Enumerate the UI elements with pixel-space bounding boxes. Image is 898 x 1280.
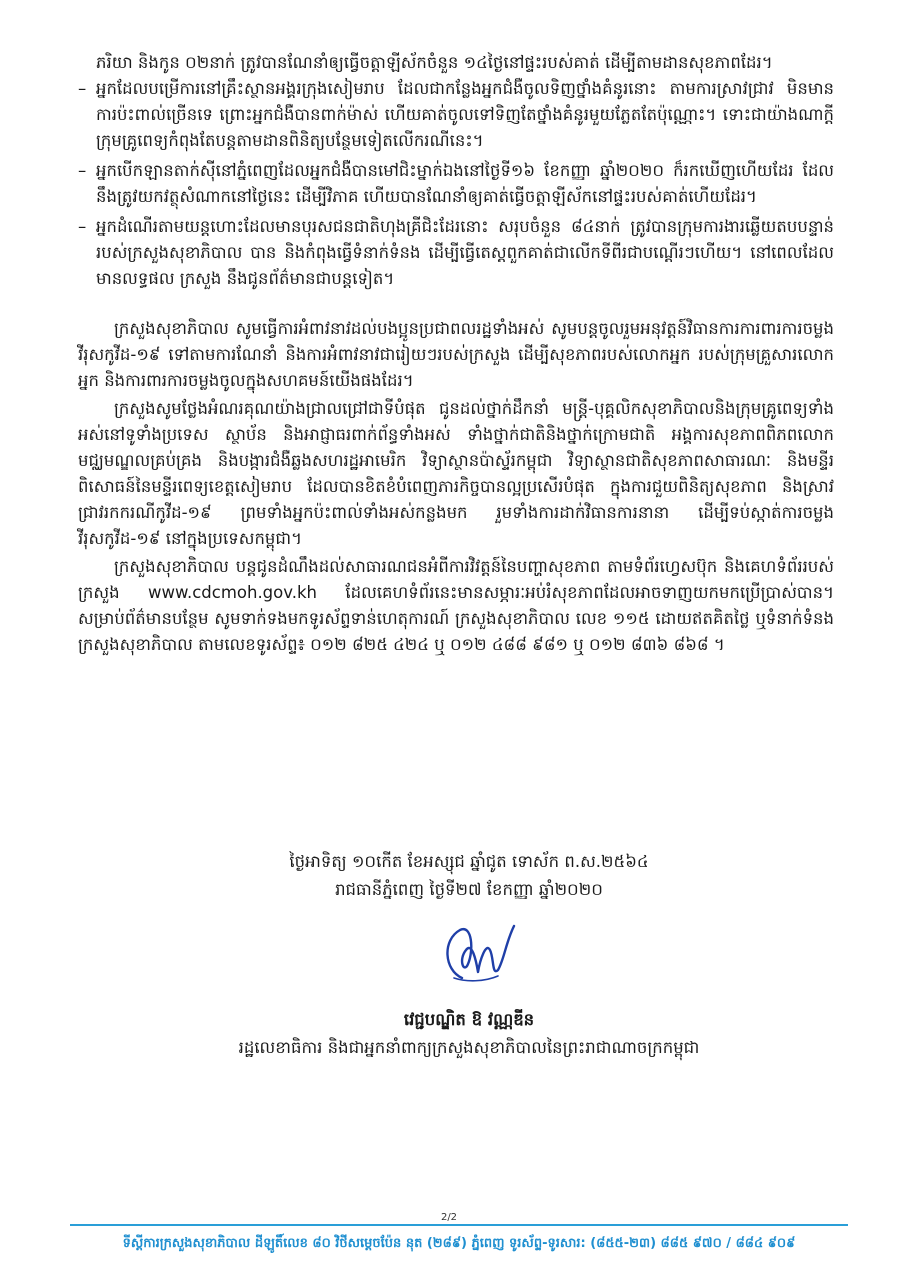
- bullet-continuation: ភរិយា និងកូន ០២នាក់ ត្រូវបានណែនាំឲ្យធ្វើចត្តាឡីស័កចំនួន ១៤ថ្ងៃនៅផ្ទះរបស់គាត់ ដើម្បីតាមដានសុខភាពដែរ។: [96, 53, 773, 72]
- footer-address: ទីស្តីការក្រសួងសុខាភិបាល ដីឡូតិ៍លេខ ៨០ វិថីសម្តេចប៉ែន នុត (២៨៩) ភ្នំពេញ ទូរស័ព្ទ-ទូរសារ: (៨៥៥-២៣) ៨៨៥ ៩៧០ / ៨៨៤ ៩០៩: [122, 1236, 796, 1251]
- signer-title: រដ្ឋលេខាធិការ និងជាអ្នកនាំពាក្យក្រសួងសុខាភិបាលនៃព្រះរាជាណាចក្រកម្ពុជា: [238, 1038, 700, 1057]
- bullet-item: – អ្នកបើកឡានតាក់ស៊ីនៅភ្នំពេញដែលអ្នកជំងឺបានមៅជិះម្នាក់ឯងនៅថ្ងៃទី១៦ ខែកញ្ញា ឆ្នាំ២០២០ ក៏រកឃើញហើយដែរ ដែលនឹងត្រូវយកវត្ថុសំណាកនៅថ្ងៃនេះ ដើម្បីវិភាគ ហើយបានណែនាំឲ្យគាត់ធ្វើចត្តាឡីស័កនៅផ្ទះរបស់គាត់ហើយដែរ។: [78, 158, 834, 210]
- signature-image: [432, 920, 522, 992]
- paragraph-appeal: ក្រសួងសុខាភិបាល សូមធ្វើការអំពាវនាវដល់បងប្អូនប្រជាពលរដ្ឋទាំងអស់ សូមបន្តចូលរួមអនុវត្តន៍វិធានការការពារការចម្លងវីរុសកូវីដ-១៩ ទៅតាមការណែនាំ និងការអំពាវនាវជារៀយៗរបស់ក្រសួង ដើម្បីសុខភាពរបស់លោកអ្នក របស់ក្រុមគ្រួសារលោកអ្នក និងការពារការចម្លងចូលក្នុងសហគមន៍យើងផងដែរ។: [78, 319, 834, 390]
- page-number: 2/2: [440, 1212, 458, 1223]
- date-block: [0, 848, 898, 904]
- letter-body: [78, 50, 834, 658]
- signer-block: [0, 1006, 898, 1062]
- dash-marker: –: [78, 217, 87, 236]
- dash-marker: –: [78, 79, 87, 98]
- paragraph-thanks: ក្រសួងសូមថ្លែងអំណរគុណយ៉ាងជ្រាលជ្រៅជាទីបំផុត ជូនដល់ថ្នាក់ដឹកនាំ មន្ត្រី-បុគ្គលិកសុខាភិបាលនិងក្រុមគ្រូពេទ្យទាំងអស់នៅទូទាំងប្រទេស ស្ថាប័ន និងអាជ្ញាធរពាក់ព័ន្ធទាំងអស់ ទាំងថ្នាក់ជាតិនិងថ្នាក់ក្រោមជាតិ អង្គការសុខភាពពិភពលោក មជ្ឈមណ្ឌលគ្រប់គ្រង និងបង្ការជំងឺឆ្លងសហរដ្ឋអាមេរិក វិទ្យាស្ថានប៉ាស្ទ័រកម្ពុជា វិទ្យាស្ថានជាតិសុខភាពសាធារណៈ និងមន្ទីរពិសោធន៍នៃមន្ទីរពេទ្យខេត្តសៀមរាប ដែលបានខិតខំបំពេញភារកិច្ចបានល្អប្រសើរបំផុត ក្នុងការជួយពិនិត្យសុខភាព និងស្រាវជ្រាវរកករណីកូវីដ-១៩ ព្រមទាំងអ្នកប៉ះពាល់ទាំងអស់កន្លងមក រួមទាំងការដាក់វិធានការនានា ដើម្បីទប់ស្កាត់ការចម្លងវីរុសកូវីដ-១៩ នៅក្នុងប្រទេសកម្ពុជា។: [78, 399, 834, 548]
- bullet-list: [78, 76, 834, 292]
- bullet-item: – អ្នកដែលបម្រើការនៅគ្រឹះស្ថានអង្គរក្រុងសៀមរាប ដែលជាកន្លែងអ្នកជំងឺចូលទិញថ្នាំងគំនូរនោះ តាមការស្រាវជ្រាវ មិនមានការប៉ះពាល់ច្រើនទេ ព្រោះអ្នកជំងឺបានពាក់ម៉ាស់ ហើយគាត់ចូលទៅទិញតែថ្នាំងគំនូរមួយភ្លែតតែប៉ុណ្ណោះ។ ទោះជាយ៉ាងណាក្តី ក្រុមគ្រូពេទ្យកំពុងតែបន្តតាមដានពិនិត្យបន្ថែមទៀតលើករណីនេះ។: [78, 76, 834, 154]
- bullet-item: – អ្នកដំណើរតាមយន្តហោះដែលមានបុរសជនជាតិហុងគ្រីជិះដែរនោះ សរុបចំនួន ៨៤នាក់ ត្រូវបានក្រុមការងារឆ្លើយតបបន្ទាន់របស់ក្រសួងសុខាភិបាល បាន និងកំពុងធ្វើទំនាក់ទំនង ដើម្បីធ្វើតេស្តពួកគាត់ជាលើកទីពីរជាបណ្តើរៗហើយ។ នៅពេលដែលមានលទ្ធផល ក្រសួង នឹងជូនព័ត៌មានជាបន្តទៀត។: [78, 214, 834, 292]
- paragraph-contact: ក្រសួងសុខាភិបាល បន្តជូនដំណឹងដល់សាធារណជនអំពីការវិវត្តន៍នៃបញ្ហាសុខភាព តាមទំព័រហ្វេសប៊ុក និងគេហទំព័ររបស់ក្រសួង www.cdcmoh.gov.kh ដែលគេហទំព័រនេះមានសម្ភារៈអប់រំសុខភាពដែលអាចទាញយកមកប្រើប្រាស់បាន។ សម្រាប់ព័ត៌មានបន្ថែម សូមទាក់ទងមកទូរស័ព្ទទាន់ហេតុការណ៍ ក្រសួងសុខាភិបាល លេខ ១១៥ ដោយឥតគិតថ្លៃ ឬទំនាក់ទំនងក្រសួងសុខាភិបាល តាមលេខទូរស័ព្ទ៖ ០១២ ៨២៥ ៤២៤ ឬ ០១២ ៤៨៨ ៩៨១ ឬ ០១២ ៨៣៦ ៨៦៨ ។: [78, 557, 834, 654]
- place-date: រាជធានីភ្នំពេញ ថ្ងៃទី២៧ ខែកញ្ញា ឆ្នាំ២០២០: [335, 880, 603, 899]
- dash-marker: –: [78, 161, 87, 180]
- signer-name: វេជ្ជបណ្ឌិត ឱ វណ្ណឌីន: [403, 1010, 535, 1029]
- footer-divider: [70, 1224, 848, 1226]
- lunar-date: ថ្ងៃអាទិត្យ ១០កើត ខែអស្សុជ ឆ្នាំជូត ទោស័ក ព.ស.២៥៦៤: [289, 852, 649, 871]
